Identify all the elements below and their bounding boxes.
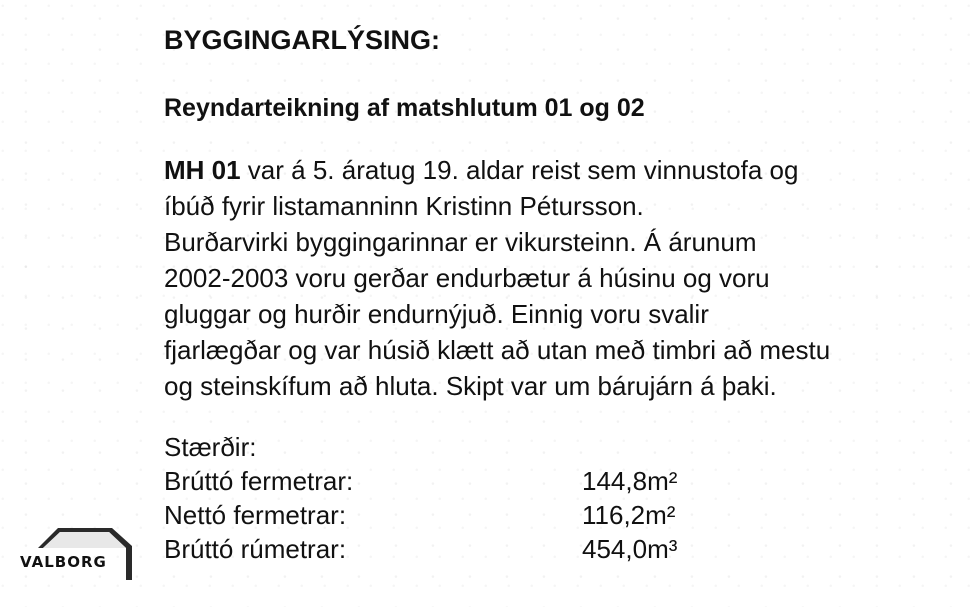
paragraph-mh01-line1-text: var á 5. áratug 19. aldar reist sem vinnustofa og: [240, 155, 799, 185]
sizes-title: Stærðir:: [164, 432, 257, 462]
sizes-section: [164, 430, 954, 566]
paragraph-structure: [164, 224, 954, 404]
size-label: Brúttó fermetrar:: [164, 466, 354, 496]
mh01-label: MH 01: [164, 155, 241, 185]
document-heading: BYGGINGARLÝSING:: [164, 25, 441, 55]
document-subheading: Reyndarteikning af matshlutum 01 og 02: [164, 94, 645, 122]
logo-text: VALBORG: [20, 553, 107, 571]
size-label: Nettó fermetrar:: [164, 500, 347, 530]
size-label: Brúttó rúmetrar:: [164, 534, 347, 564]
size-value: 144,8m²: [582, 466, 678, 496]
paragraph-mh01-line2: íbúð fyrir listamanninn Kristinn Pétursson.: [164, 191, 644, 221]
size-value: 116,2m²: [582, 500, 676, 530]
paragraph-structure-line2: 2002-2003 voru gerðar endurbætur á húsinu og voru: [164, 263, 770, 293]
size-row: [164, 532, 954, 566]
paragraph-mh01: [164, 152, 954, 224]
valborg-logo: [16, 528, 132, 580]
paragraph-mh01-line1: [164, 155, 798, 185]
paragraph-structure-line1: Burðarvirki byggingarinnar er vikursteinn. Á árunum: [164, 227, 757, 257]
size-row: [164, 498, 954, 532]
document-content: [164, 20, 954, 566]
paragraph-structure-line3: gluggar og hurðir endurnýjuð. Einnig voru svalir: [164, 299, 709, 329]
size-value: 454,0m³: [582, 534, 678, 564]
paragraph-structure-line5: og steinskífum að hluta. Skipt var um bárujárn á þaki.: [164, 371, 777, 401]
paragraph-structure-line4: fjarlægðar og var húsið klætt að utan með timbri að mestu: [164, 335, 831, 365]
size-row: [164, 464, 954, 498]
